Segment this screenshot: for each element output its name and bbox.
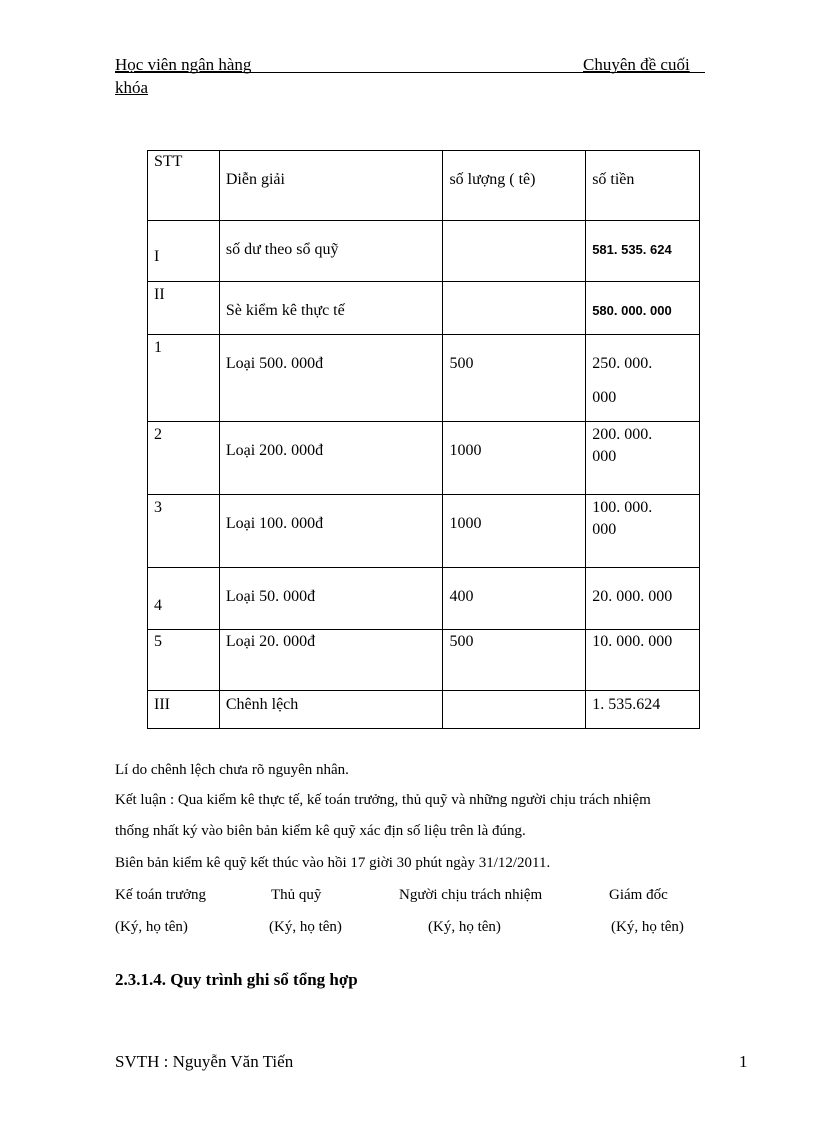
header-cell-description [219,151,443,221]
section-heading: 2.3.1.4. Quy trình ghi sổ tổng hợp [115,970,358,989]
header-stt: STT [154,153,183,170]
cash-count-table [147,150,700,729]
header-document-type: Chuyên đề cuối [583,55,690,74]
signature-role-cashier: Thủ quỹ [271,887,322,903]
row-amount-line2: 000 [592,521,617,538]
header-document-type-continued: khóa [115,78,149,97]
signature-role-responsible-person: Người chịu trách nhiệm [399,887,543,903]
conclusion-text-line1: Kết luận : Qua kiểm kê thực tế, kế toán trưởng, thủ quỹ và những người chịu trách nhiệm [115,792,651,808]
header-rule [115,72,705,73]
row-description: Loại 500. 000đ [225,355,324,372]
row-stt: 3 [154,499,162,516]
row-amount-line1: 200. 000. [592,426,653,443]
row-description: Chênh lệch [225,696,299,713]
row-description: Loại 50. 000đ [225,588,316,605]
header-quantity: số lượng ( tê) [449,171,536,188]
row-stt: III [154,696,170,713]
signature-note-cashier: (Ký, họ tên) [269,919,342,935]
row-stt: I [154,248,160,265]
conclusion-text-line2: thống nhất ký vào biên bản kiểm kê quỹ xác địn số liệu trên là đúng. [115,823,526,839]
row-quantity: 500 [449,355,474,372]
table-row [148,422,700,495]
row-quantity: 1000 [449,442,482,459]
table-row [148,221,700,282]
footer-student-name: SVTH : Nguyễn Văn Tiến [115,1052,294,1071]
header-description: Diễn giải [225,171,285,188]
row-stt: 5 [154,633,162,650]
header-cell-quantity [443,151,586,221]
row-amount: 20. 000. 000 [592,588,673,605]
row-amount: 580. 000. 000 [592,303,672,318]
signature-note-director: (Ký, họ tên) [611,919,684,935]
row-amount: 1. 535.624 [592,696,661,713]
table-row [148,495,700,568]
row-description: Loại 100. 000đ [225,515,324,532]
footer-page-number: 1 [739,1052,748,1071]
row-description: Loại 20. 000đ [225,633,316,650]
row-stt: 1 [154,339,162,356]
header-cell-amount [586,151,700,221]
row-stt: 4 [154,597,162,614]
row-amount: 10. 000. 000 [592,633,673,650]
header-institution: Học viên ngân hàng [115,55,252,74]
row-description: Sè kiểm kê thực tế [225,302,345,319]
row-amount-line1: 250. 000. [592,355,653,372]
reason-text: Lí do chênh lệch chưa rõ nguyên nhân. [115,762,349,778]
signature-note-responsible-person: (Ký, họ tên) [428,919,501,935]
header-amount: số tiền [592,171,635,188]
row-amount-line1: 100. 000. [592,499,653,516]
row-stt: II [154,286,165,303]
signature-note-chief-accountant: (Ký, họ tên) [115,919,188,935]
closing-text: Biên bản kiểm kê quỹ kết thúc vào hồi 17 giời 30 phút ngày 31/12/2011. [115,855,551,871]
row-quantity: 500 [449,633,474,650]
row-amount: 581. 535. 624 [592,242,672,257]
row-amount-line2: 000 [592,448,617,465]
row-description: số dư theo sổ quỹ [225,241,339,258]
row-stt: 2 [154,426,162,443]
row-description: Loại 200. 000đ [225,442,324,459]
table-row [148,282,700,335]
row-amount-line2: 000 [592,389,617,406]
table-row [148,335,700,422]
signature-role-chief-accountant: Kế toán trưởng [115,887,207,903]
signature-role-director: Giám đốc [609,887,668,903]
table-row [148,568,700,630]
header-cell-stt [148,151,220,221]
row-quantity: 1000 [449,515,482,532]
row-quantity: 400 [449,588,474,605]
table-row [148,691,700,729]
table-header-row [148,151,700,221]
table-row [148,630,700,691]
